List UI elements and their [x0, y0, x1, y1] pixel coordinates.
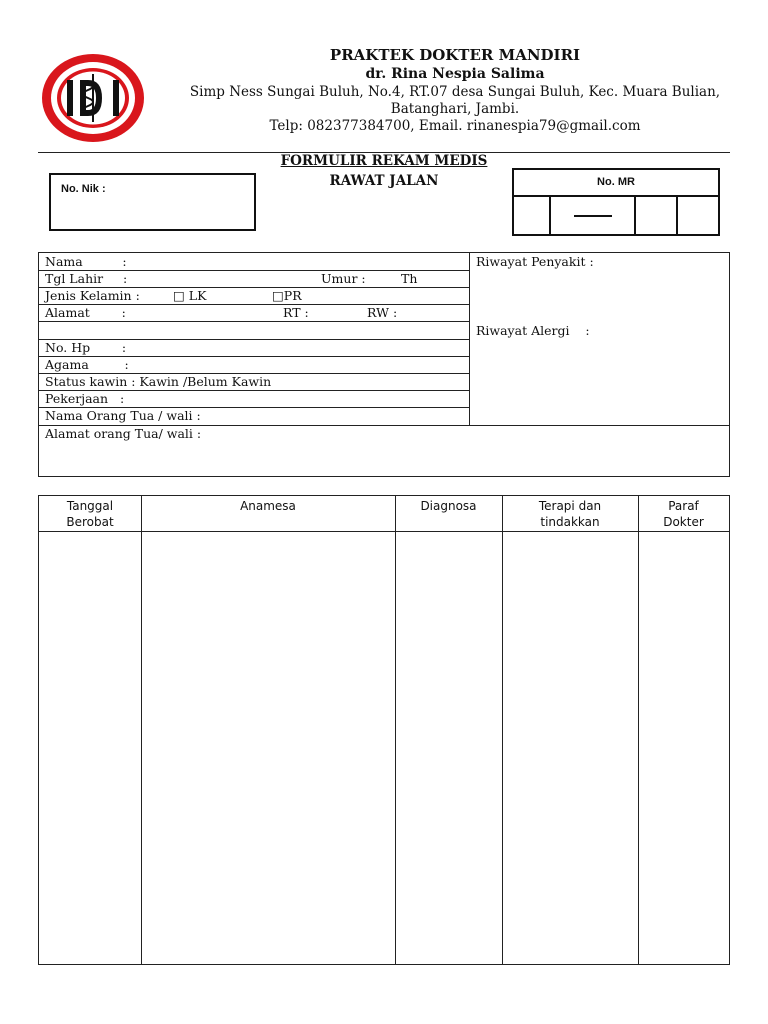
visit-record-table — [38, 495, 730, 965]
field-alamat-ortu[interactable]: Alamat orang Tua/ wali : — [45, 426, 202, 441]
contact-info: Telp: 082377384700, Email. rinanespia79@gmail.com — [269, 118, 641, 134]
table-column-divider — [502, 496, 503, 964]
field-pekerjaan[interactable]: Pekerjaan : — [45, 391, 125, 406]
field-riwayat-penyakit[interactable]: Riwayat Penyakit : — [476, 254, 594, 269]
patient-info-section — [38, 252, 730, 477]
field-jenis-kelamin: Jenis Kelamin : — [45, 288, 140, 303]
doctor-name: dr. Rina Nespia Salima — [365, 66, 545, 82]
table-column-divider — [395, 496, 396, 964]
field-riwayat-alergi[interactable]: Riwayat Alergi : — [476, 323, 590, 338]
header-line: Berobat — [66, 515, 114, 529]
table-column-divider — [141, 496, 142, 964]
form-title: FORMULIR REKAM MEDIS — [280, 153, 488, 169]
field-agama[interactable]: Agama : — [45, 357, 129, 372]
header-line: Paraf — [668, 499, 699, 513]
address-line-2: Batanghari, Jambi. — [390, 101, 520, 117]
field-rt[interactable]: RT : — [283, 305, 309, 320]
field-rw[interactable]: RW : — [367, 305, 398, 320]
form-subtitle: RAWAT JALAN — [329, 173, 439, 189]
nik-field[interactable] — [49, 173, 256, 231]
mr-cell-divider — [549, 195, 551, 234]
mr-number-box[interactable] — [512, 168, 720, 236]
idi-logo — [40, 52, 146, 144]
checkbox-lk[interactable]: □ LK — [173, 288, 207, 303]
field-tgl-lahir[interactable]: Tgl Lahir : — [45, 271, 128, 286]
nik-label: No. Nik : — [61, 183, 106, 195]
header-line: Diagnosa — [420, 499, 477, 513]
mr-cell-divider — [634, 195, 636, 234]
mr-label: No. MR — [597, 176, 635, 188]
column-header-anamesa — [141, 498, 395, 514]
field-no-hp[interactable]: No. Hp : — [45, 340, 127, 355]
checkbox-pr[interactable]: □PR — [272, 288, 302, 303]
info-row-line — [39, 321, 469, 322]
mr-divider — [514, 195, 718, 197]
info-column-divider — [469, 253, 470, 425]
address-line-1: Simp Ness Sungai Buluh, No.4, RT.07 desa Sungai Buluh, Kec. Muara Bulian, — [189, 84, 721, 100]
column-header-tanggal — [39, 498, 141, 530]
header-line: Dokter — [663, 515, 704, 529]
header-line: tindakkan — [540, 515, 600, 529]
column-header-terapi — [502, 498, 638, 530]
field-alamat[interactable]: Alamat : — [45, 305, 126, 320]
clinic-name: PRAKTEK DOKTER MANDIRI — [329, 46, 581, 64]
field-status-kawin[interactable]: Status kawin : Kawin /Belum Kawin — [45, 374, 272, 389]
mr-cell-divider — [676, 195, 678, 234]
table-column-divider — [638, 496, 639, 964]
field-nama[interactable]: Nama : — [45, 254, 127, 269]
table-header-divider — [39, 531, 729, 532]
field-umur[interactable]: Umur : — [321, 271, 366, 286]
mr-dash — [574, 215, 612, 217]
field-nama-ortu[interactable]: Nama Orang Tua / wali : — [45, 408, 201, 423]
header-line: Anamesa — [240, 499, 296, 513]
header-line: Tanggal — [66, 499, 114, 513]
column-header-diagnosa — [395, 498, 502, 514]
header-line: Terapi dan — [538, 499, 602, 513]
field-th: Th — [401, 271, 418, 286]
column-header-paraf — [638, 498, 729, 530]
